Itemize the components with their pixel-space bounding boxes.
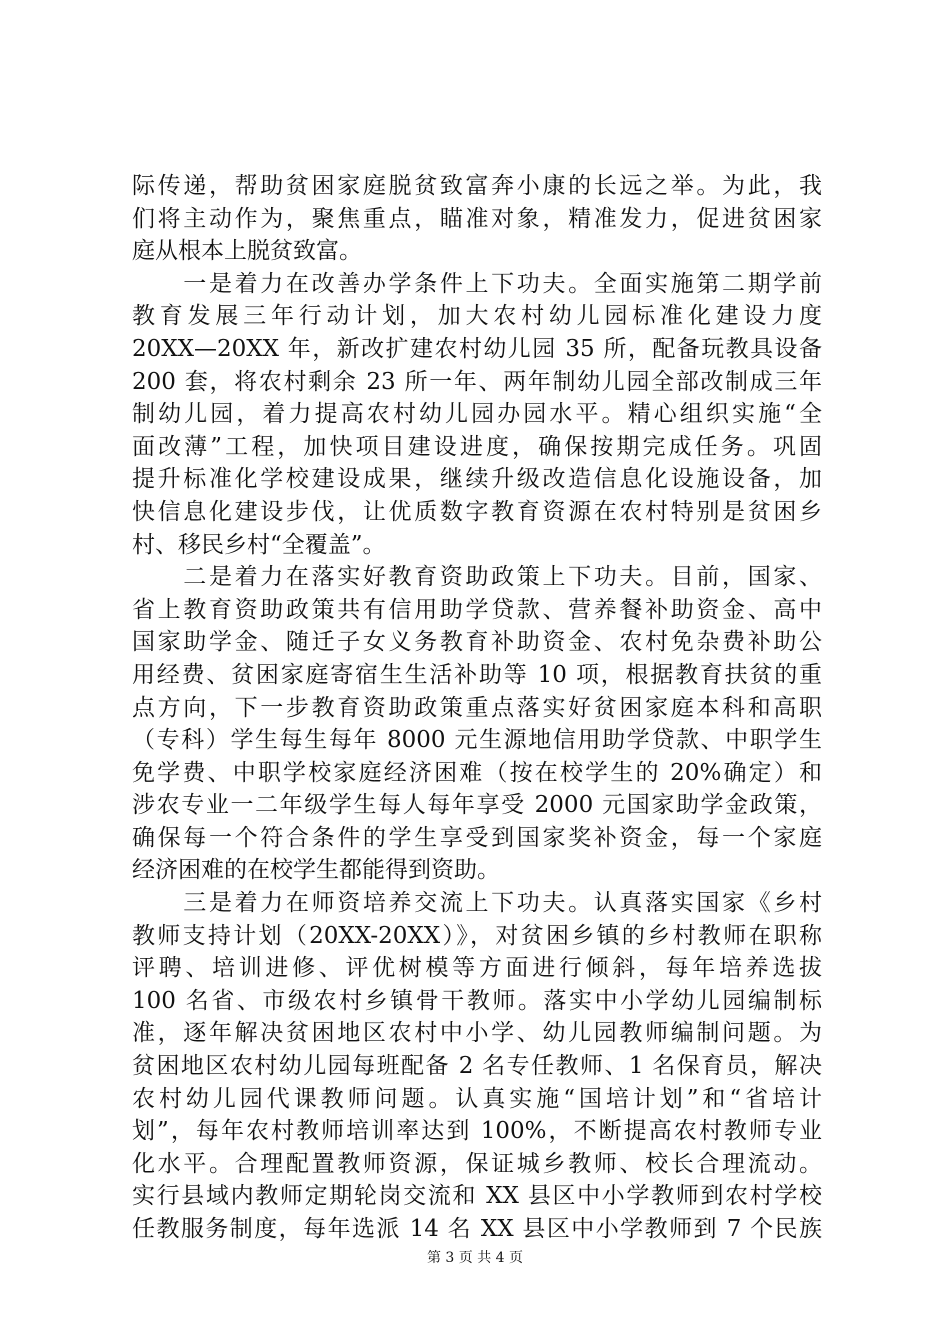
text-line: 省上教育资助政策共有信用助学贷款、营养餐补助资金、高中 xyxy=(132,596,822,623)
text-line: 提升标准化学校建设成果，继续升级改造信息化设施设备，加 xyxy=(132,466,822,493)
text-line: 准，逐年解决贫困地区农村中小学、幼儿园教师编制问题。为 xyxy=(132,1020,822,1047)
text-line: 国家助学金、随迁子女义务教育补助资金、农村免杂费补助公 xyxy=(132,629,822,656)
text-line: 实行县域内教师定期轮岗交流和 XX 县区中小学教师到农村学校 xyxy=(132,1183,822,1210)
text-line: 际传递，帮助贫困家庭脱贫致富奔小康的长远之举。为此，我 xyxy=(132,173,822,199)
text-line: 制幼儿园，着力提高农村幼儿园办园水平。精心组织实施“全 xyxy=(132,401,822,428)
text-line: 点方向，下一步教育资助政策重点落实好贫困家庭本科和高职 xyxy=(132,694,822,721)
text-line: 20XX—20XX 年，新改扩建农村幼儿园 35 所，配备玩教具设备 xyxy=(132,335,822,362)
text-line: 一是着力在改善办学条件上下功夫。全面实施第二期学前 xyxy=(132,270,822,297)
text-line: 100 名省、市级农村乡镇骨干教师。落实中小学幼儿园编制标 xyxy=(132,987,822,1014)
text-line: 评聘、培训进修、评优树模等方面进行倾斜，每年培养选拔 xyxy=(132,955,822,982)
text-line: 村、移民乡村“全覆盖”。 xyxy=(132,531,386,558)
text-line: 二是着力在落实好教育资助政策上下功夫。目前，国家、 xyxy=(132,564,822,591)
text-line: 教育发展三年行动计划，加大农村幼儿园标准化建设力度 xyxy=(132,303,822,330)
text-line: 面改薄”工程，加快项目建设进度，确保按期完成任务。巩固 xyxy=(132,433,822,460)
text-line: 划”，每年农村教师培训率达到 100%，不断提高农村教师专业 xyxy=(132,1118,822,1145)
text-line: 教师支持计划（20XX-20XX）》，对贫困乡镇的乡村教师在职称 xyxy=(132,922,822,949)
text-line: 三是着力在师资培养交流上下功夫。认真落实国家《乡村 xyxy=(132,890,822,917)
text-line: 200 套，将农村剩余 23 所一年、两年制幼儿园全部改制成三年 xyxy=(132,368,822,395)
text-line: 任教服务制度，每年选派 14 名 XX 县区中小学教师到 7 个民族 xyxy=(132,1216,822,1242)
text-line: 化水平。合理配置教师资源，保证城乡教师、校长合理流动。 xyxy=(132,1150,822,1177)
text-line: 庭从根本上脱贫致富。 xyxy=(132,238,362,265)
text-line: 确保每一个符合条件的学生享受到国家奖补资金，每一个家庭 xyxy=(132,824,822,851)
text-line: 快信息化建设步伐，让优质数字教育资源在农村特别是贫困乡 xyxy=(132,498,822,525)
text-line: 经济困难的在校学生都能得到资助。 xyxy=(132,857,500,884)
text-line: 涉农专业一二年级学生每人每年享受 2000 元国家助学金政策， xyxy=(132,792,822,819)
text-line: 贫困地区农村幼儿园每班配备 2 名专任教师、1 名保育员，解决 xyxy=(132,1053,822,1080)
text-line: 免学费、中职学校家庭经济困难（按在校学生的 20%确定）和 xyxy=(132,759,822,786)
document-body xyxy=(132,170,822,1246)
text-line: 农村幼儿园代课教师问题。认真实施“国培计划”和“省培计 xyxy=(132,1085,822,1112)
text-line: 用经费、贫困家庭寄宿生生活补助等 10 项，根据教育扶贫的重 xyxy=(132,661,822,688)
text-line: 们将主动作为，聚焦重点，瞄准对象，精准发力，促进贫困家 xyxy=(132,205,822,232)
page-footer: 第 3 页 共 4 页 xyxy=(426,1250,524,1266)
text-line: （专科）学生每生每年 8000 元生源地信用助学贷款、中职学生 xyxy=(132,727,822,754)
